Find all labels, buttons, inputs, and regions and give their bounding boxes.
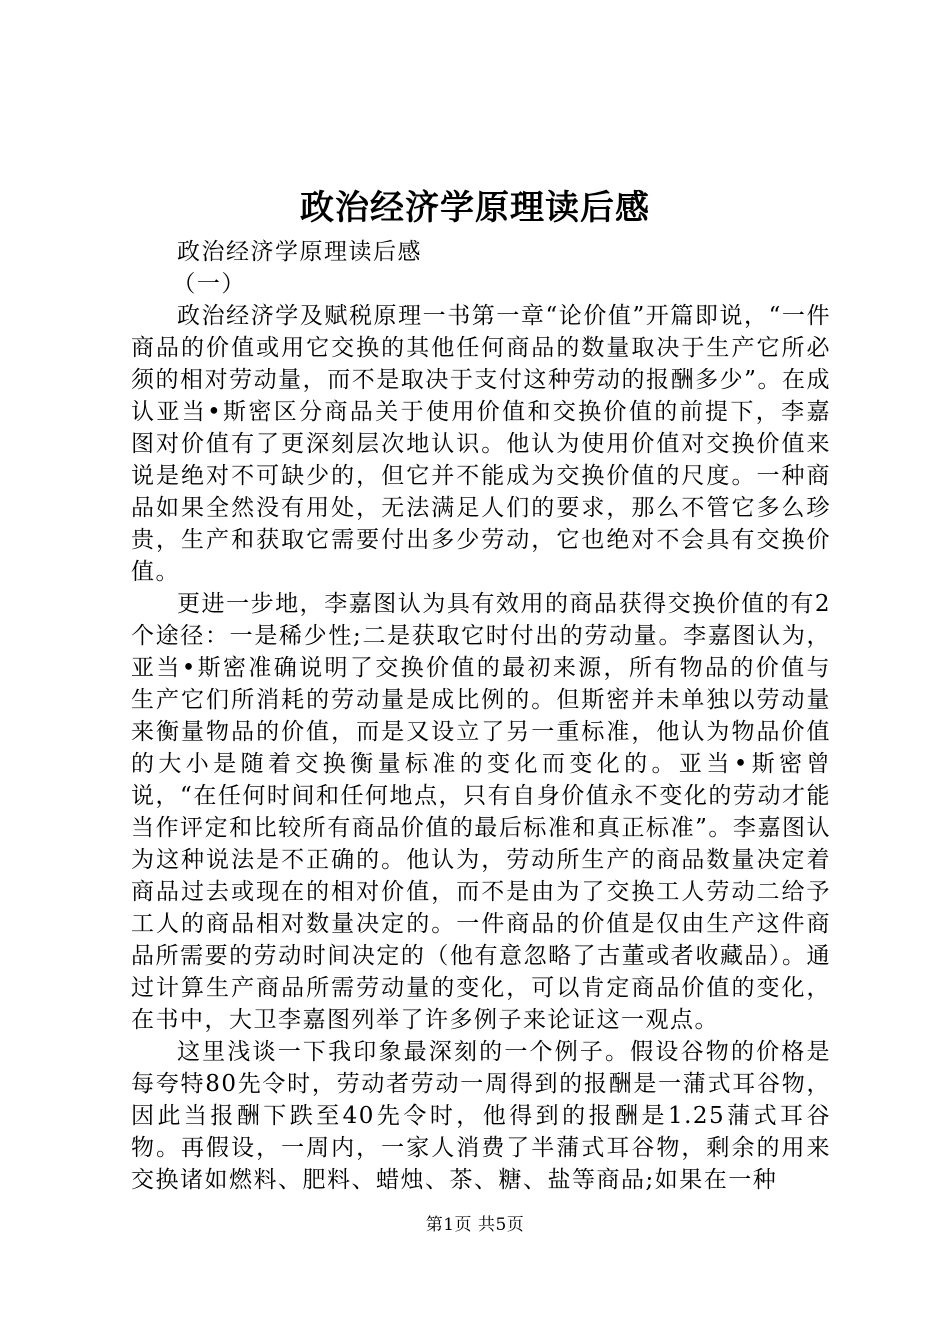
page-footer: 第1页 共5页 — [425, 1215, 525, 1235]
document-subtitle: 政治经济学原理读后感 — [177, 239, 422, 265]
section-number: （一） — [172, 271, 246, 297]
document-title: 政治经济学原理读后感 — [300, 188, 650, 228]
paragraph-3: 这里浅谈一下我印象最深刻的一个例子。假设谷物的价格是每夸特80先令时，劳动者劳动一周得到的报酬是一蒲式耳谷物，因此当报酬下跌至40先令时，他得到的报酬是1.25蒲式耳谷物。再假设，一周内，一家人消费了半蒲式耳谷物，剩余的用来交换诸如燃料、肥料、蜡烛、茶、糖、盐等商品;如果在一种 — [131, 1039, 831, 1193]
paragraph-2: 更进一步地，李嘉图认为具有效用的商品获得交换价值的有2个途径：一是稀少性;二是获取它时付出的劳动量。李嘉图认为，亚当•斯密准确说明了交换价值的最初来源，所有物品的价值与生产它们所消耗的劳动量是成比例的。但斯密并未单独以劳动量来衡量物品的价值，而是又设立了另一重标准，他认为物品价值的大小是随着交换衡量标准的变化而变化的。亚当•斯密曾说，“在任何时间和任何地点，只有自身价值永不变化的劳动才能当作评定和比较所有商品价值的最后标准和真正标准”。李嘉图认为这种说法是不正确的。他认为，劳动所生产的商品数量决定着商品过去或现在的相对价值，而不是由为了交换工人劳动二给予工人的商品相对数量决定的。一件商品的价值是仅由生产这件商品所需要的劳动时间决定的（他有意忽略了古董或者收藏品）。通过计算生产商品所需劳动量的变化，可以肯定商品价值的变化，在书中，大卫李嘉图列举了许多例子来论证这一观点。 — [131, 591, 831, 1033]
paragraph-1: 政治经济学及赋税原理一书第一章“论价值”开篇即说，“一件商品的价值或用它交换的其他任何商品的数量取决于生产它所必须的相对劳动量，而不是取决于支付这种劳动的报酬多少”。在成认亚当•斯密区分商品关于使用价值和交换价值的前提下，李嘉图对价值有了更深刻层次地认识。他认为使用价值对交换价值来说是绝对不可缺少的，但它并不能成为交换价值的尺度。一种商品如果全然没有用处，无法满足人们的要求，那么不管它多么珍贵，生产和获取它需要付出多少劳动，它也绝对不会具有交换价值。 — [131, 303, 831, 585]
document-body — [131, 236, 831, 1196]
